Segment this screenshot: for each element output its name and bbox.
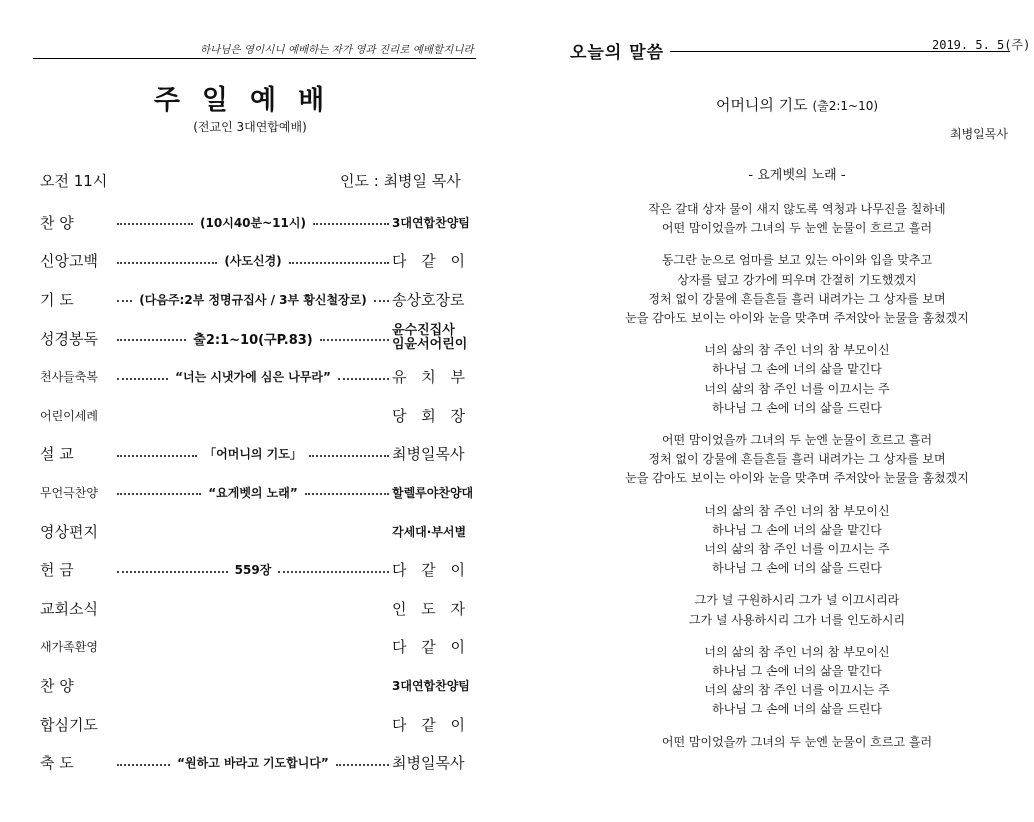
order-row (40, 203, 472, 242)
lyric-stanza (560, 502, 1034, 579)
order-row (40, 242, 472, 281)
dot-leader (117, 300, 132, 302)
order-leader-line (114, 723, 392, 725)
dot-leader (117, 493, 201, 495)
order-detail: (10시40분~11시) (200, 215, 306, 230)
lyric-stanza (560, 431, 1034, 489)
order-detail: (다음주:2부 정명규집사 / 3부 황신철장로) (139, 292, 367, 307)
order-leader-line (114, 684, 392, 686)
order-detail: 「어머니의 기도」 (204, 447, 302, 462)
service-title: 주일예배 (153, 85, 347, 116)
order-label: 기 도 (40, 290, 74, 309)
order-responsible (392, 324, 472, 352)
order-row (40, 550, 472, 589)
lyric-line: 하나님 그 손에 너의 삶을 맡긴다 (712, 664, 882, 679)
lyric-line: 너의 삶의 참 주인 너의 참 부모이신 (704, 343, 890, 358)
lyric-stanza (560, 591, 1034, 629)
lyric-line: 하나님 그 손에 너의 삶을 맡긴다 (712, 522, 882, 537)
order-row (40, 743, 472, 782)
lyric-line: 너의 삶의 참 주인 너를 이끄시는 주 (704, 542, 890, 557)
order-responsible-2: 임윤서어린이 (392, 337, 468, 353)
order-label: 천사들축복 (40, 370, 98, 385)
order-responsible: 다 같 이 (392, 561, 471, 580)
dot-leader (309, 455, 389, 457)
lyric-line: 상자를 덮고 강가에 띄우며 간절히 기도했겠지 (677, 272, 917, 287)
order-leader-line (114, 414, 392, 416)
order-label: 새가족환영 (40, 640, 98, 655)
order-row (40, 435, 472, 474)
lyric-stanza (560, 200, 1034, 238)
order-label: 찬 양 (40, 676, 74, 695)
order-leader-line (114, 329, 392, 348)
order-responsible: 할렐루야찬양대 (392, 485, 474, 500)
dot-leader (117, 262, 217, 264)
order-leader-line (114, 445, 392, 462)
order-responsible: 다 같 이 (392, 252, 471, 271)
order-responsible: 다 같 이 (392, 715, 471, 734)
order-row (40, 705, 472, 744)
lyric-line: 동그란 눈으로 엄마를 보고 있는 아이와 입을 맞추고 (661, 253, 933, 268)
order-of-worship (40, 203, 472, 782)
order-row (40, 473, 472, 512)
order-responsible: 최병일목사 (392, 754, 465, 773)
order-responsible: 유 치 부 (392, 368, 471, 387)
order-row (40, 666, 472, 705)
order-responsible: 당 회 장 (392, 406, 471, 425)
dot-leader (117, 339, 186, 341)
worship-order-page (0, 0, 500, 822)
order-responsible: 3대연합찬양팀 (392, 678, 470, 693)
order-responsible: 각세대·부서별 (392, 524, 467, 539)
service-leader: 인도 : 최병일 목사 (340, 172, 461, 190)
order-detail: “요게벳의 노래” (208, 485, 298, 500)
dot-leader (336, 764, 389, 766)
order-detail: “원하고 바라고 기도합니다” (177, 756, 329, 771)
order-row (40, 280, 472, 319)
sermon-ref: (출2:1~10) (812, 99, 879, 113)
dot-leader (338, 378, 389, 380)
sermon-title-text: 어머니의 기도 (715, 96, 808, 114)
order-leader-line (114, 607, 392, 609)
page-title: 오늘의 말씀 (570, 43, 665, 63)
lyrics (560, 200, 1034, 765)
dot-leader (320, 339, 389, 341)
order-label: 무언극찬양 (40, 485, 98, 500)
lyric-stanza (560, 341, 1034, 418)
lyric-line: 하나님 그 손에 너의 삶을 드린다 (712, 400, 882, 415)
order-detail: 559장 (234, 563, 272, 578)
lyric-line: 정처 없이 강물에 흔들흔들 흘러 내려가는 그 상자를 보며 (648, 291, 946, 306)
order-responsible: 최병일목사 (392, 445, 465, 464)
dot-leader (117, 571, 228, 573)
order-detail: (사도신경) (224, 254, 282, 269)
order-responsible: 3대연합찬양팀 (392, 215, 470, 230)
lyric-line: 어떤 맘이었을까 그녀의 두 눈엔 눈물이 흐르고 흘러 (661, 734, 933, 749)
lyric-stanza (560, 251, 1034, 328)
lyric-line: 어떤 맘이었을까 그녀의 두 눈엔 눈물이 흐르고 흘러 (661, 221, 933, 236)
order-leader-line (114, 754, 392, 771)
order-row (40, 589, 472, 628)
song-title: - 요게벳의 노래 - (748, 168, 846, 183)
order-label: 어린이세례 (40, 408, 98, 423)
order-responsible-1: 윤수진집사 (392, 323, 455, 339)
sermon-page (560, 0, 1034, 822)
lyric-line: 하나님 그 손에 너의 삶을 드린다 (712, 561, 882, 576)
lyric-line: 눈을 감아도 보이는 아이와 눈을 맞추며 주저앉아 눈물을 훔쳤겠지 (625, 311, 969, 326)
dot-leader (117, 378, 168, 380)
order-label: 헌 금 (40, 561, 74, 580)
lyric-line: 너의 삶의 참 주인 너를 이끄시는 주 (704, 381, 890, 396)
dot-leader (289, 262, 389, 264)
order-label: 성경봉독 (40, 329, 98, 348)
lyric-line: 너의 삶의 참 주인 너의 참 부모이신 (704, 644, 890, 659)
order-leader-line (114, 530, 392, 532)
order-responsible: 인 도 자 (392, 599, 471, 618)
lyric-stanza (560, 733, 1034, 752)
order-detail: 출2:1~10(구P.83) (193, 332, 313, 348)
order-leader-line (114, 561, 392, 578)
order-responsible: 다 같 이 (392, 638, 471, 657)
order-detail: “너는 시냇가에 심은 나무라” (175, 370, 331, 385)
lyric-line: 작은 갈대 상자 물이 새지 않도록 역청과 나무진을 칠하네 (648, 202, 946, 216)
dot-leader (313, 223, 389, 225)
dot-leader (117, 764, 170, 766)
order-row (40, 357, 472, 396)
order-label: 교회소식 (40, 599, 98, 618)
dot-leader (117, 223, 193, 225)
order-label: 설 교 (40, 445, 74, 464)
order-leader-line (114, 484, 392, 501)
order-label: 합심기도 (40, 715, 98, 734)
order-label: 찬 양 (40, 213, 74, 232)
lyric-line: 그가 널 사용하시리 그가 너를 인도하시리 (688, 612, 906, 627)
order-leader-line (114, 214, 392, 231)
lyric-line: 하나님 그 손에 너의 삶을 맡긴다 (712, 362, 882, 377)
order-row (40, 396, 472, 435)
order-leader-line (114, 646, 392, 648)
lyric-stanza (560, 643, 1034, 720)
lyric-line: 정처 없이 강물에 흔들흔들 흘러 내려가는 그 상자를 보며 (648, 452, 946, 467)
order-label: 영상편지 (40, 522, 98, 541)
date: 2019. 5. 5(주) (932, 38, 1031, 52)
lyric-line: 너의 삶의 참 주인 너를 이끄시는 주 (704, 683, 890, 698)
order-responsible: 송상호장로 (392, 290, 465, 309)
order-leader-line (114, 291, 392, 308)
order-row (40, 319, 472, 358)
motto: 하나님은 영이시니 예배하는 자가 영과 진리로 예배할지니라 (200, 44, 474, 56)
dot-leader (374, 300, 389, 302)
lyric-line: 눈을 감아도 보이는 아이와 눈을 맞추며 주저앉아 눈물을 훔쳤겠지 (625, 471, 969, 486)
dot-leader (117, 455, 197, 457)
lyric-line: 어떤 맘이었을까 그녀의 두 눈엔 눈물이 흐르고 흘러 (661, 433, 933, 448)
order-leader-line (114, 368, 392, 385)
divider (33, 58, 476, 59)
order-label: 신앙고백 (40, 252, 98, 271)
lyric-line: 그가 널 구원하시리 그가 널 이끄시리라 (694, 593, 900, 608)
sermon-title (560, 94, 1034, 115)
service-subtitle: (전교인 3대연합예배) (193, 120, 307, 134)
order-row (40, 628, 472, 667)
dot-leader (278, 571, 389, 573)
dot-leader (305, 493, 389, 495)
lyric-line: 하나님 그 손에 너의 삶을 드린다 (712, 702, 882, 717)
order-label: 축 도 (40, 754, 74, 773)
lyric-line: 너의 삶의 참 주인 너의 참 부모이신 (704, 503, 890, 518)
order-leader-line (114, 252, 392, 269)
order-row (40, 512, 472, 551)
preacher: 최병일목사 (950, 127, 1008, 141)
service-time: 오전 11시 (40, 172, 108, 190)
